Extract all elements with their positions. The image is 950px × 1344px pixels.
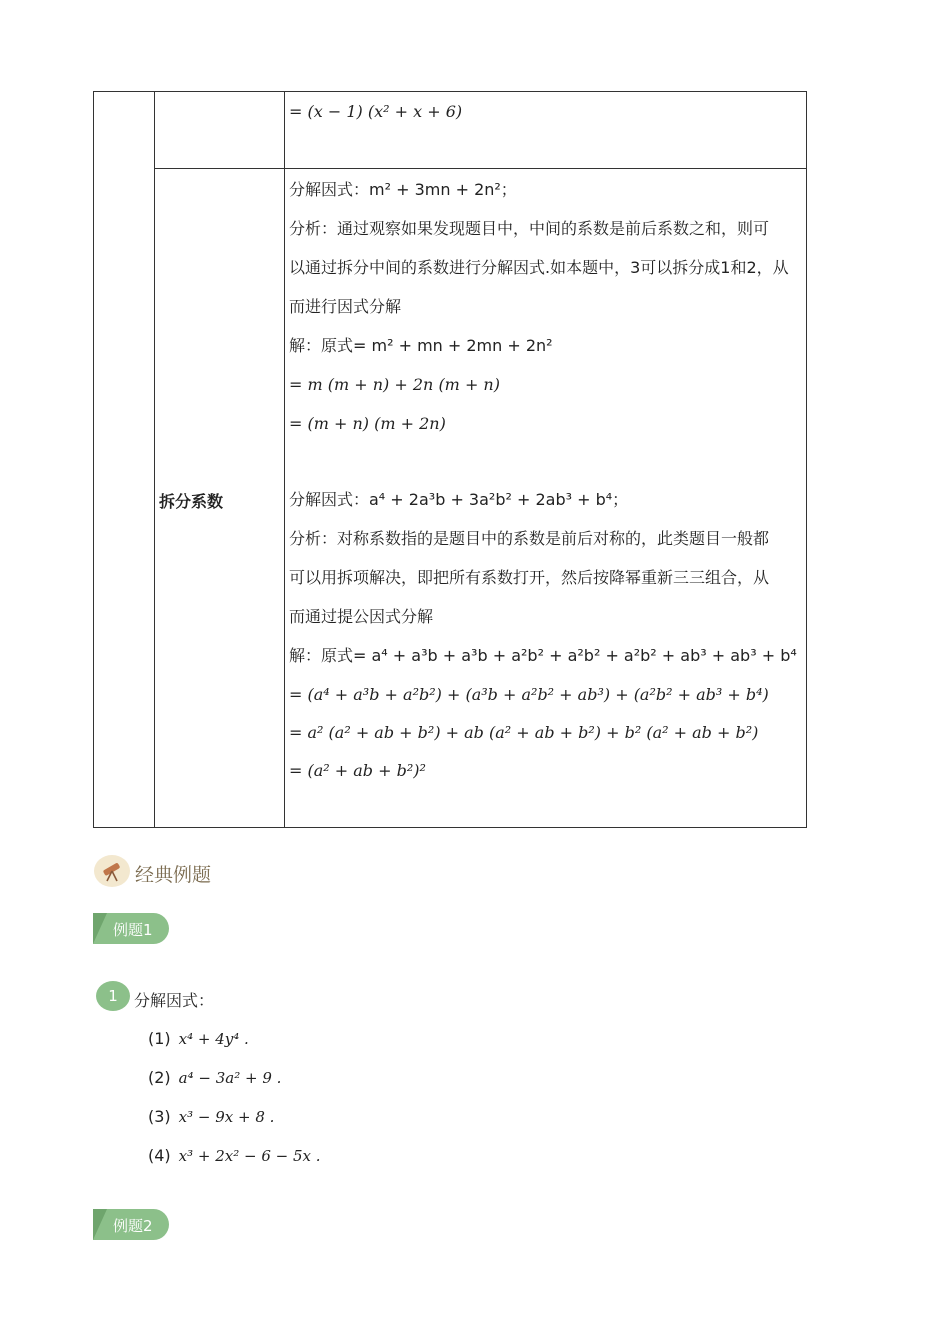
example1-tag-label: 例题1	[113, 921, 153, 939]
analysis2-line-3: 而通过提公因式分解	[289, 607, 434, 626]
analysis2-line-1: 分析：对称系数指的是题目中的系数是前后对称的，此类题目一般都	[289, 529, 770, 548]
solution2-line-1: 解：原式= a⁴ + a³b + a³b + a²b² + a²b² + a²b² + ab³ + ab³ + b⁴	[289, 646, 797, 665]
section-title: 经典例题	[135, 864, 212, 886]
split-coeff-problem: 分解因式：m² + 3mn + 2n²；	[289, 180, 517, 199]
row-label: 拆分系数	[159, 492, 224, 511]
example1-tag	[93, 913, 169, 944]
analysis-line-3: 而进行因式分解	[289, 297, 402, 316]
analysis-line-1: 分析：通过观察如果发现题目中，中间的系数是前后系数之和，则可	[289, 219, 770, 238]
question-text: 分解因式：	[134, 991, 215, 1010]
symmetric-coeff-problem: 分解因式：a⁴ + 2a³b + 3a²b² + 2ab³ + b⁴；	[289, 490, 629, 509]
solution-line-1: 解：原式= m² + mn + 2mn + 2n²	[289, 336, 553, 355]
telescope-icon	[94, 855, 130, 887]
top-line: = (x − 1) (x² + x + 6)	[289, 102, 463, 121]
example2-tag	[93, 1209, 169, 1240]
solution2-line-4: = (a² + ab + b²)²	[289, 761, 426, 780]
analysis2-line-2: 可以用拆项解决，即把所有系数打开，然后按降幂重新三三组合，从	[289, 568, 770, 587]
question-item: (1) x⁴ + 4y⁴ .	[148, 1029, 249, 1048]
solution2-line-2: = (a⁴ + a³b + a²b²) + (a³b + a²b² + ab³) + (a²b² + ab³ + b⁴)	[289, 685, 769, 704]
question-item: (4) x³ + 2x² − 6 − 5x .	[148, 1146, 321, 1165]
method-table	[93, 91, 807, 828]
analysis-line-2: 以通过拆分中间的系数进行分解因式.如本题中，3可以拆分成1和2，从	[289, 258, 789, 277]
table-divider	[284, 92, 285, 827]
solution2-line-3: = a² (a² + ab + b²) + ab (a² + ab + b²) + b² (a² + ab + b²)	[289, 723, 759, 742]
question-item: (2) a⁴ − 3a² + 9 .	[148, 1068, 282, 1087]
table-row-divider	[154, 168, 806, 169]
solution-line-2: = m (m + n) + 2n (m + n)	[289, 375, 500, 394]
table-divider	[154, 92, 155, 827]
example2-tag-label: 例题2	[113, 1217, 153, 1235]
solution-line-3: = (m + n) (m + 2n)	[289, 414, 446, 433]
question-item: (3) x³ − 9x + 8 .	[148, 1107, 275, 1126]
question-number-badge: 1	[96, 981, 130, 1011]
